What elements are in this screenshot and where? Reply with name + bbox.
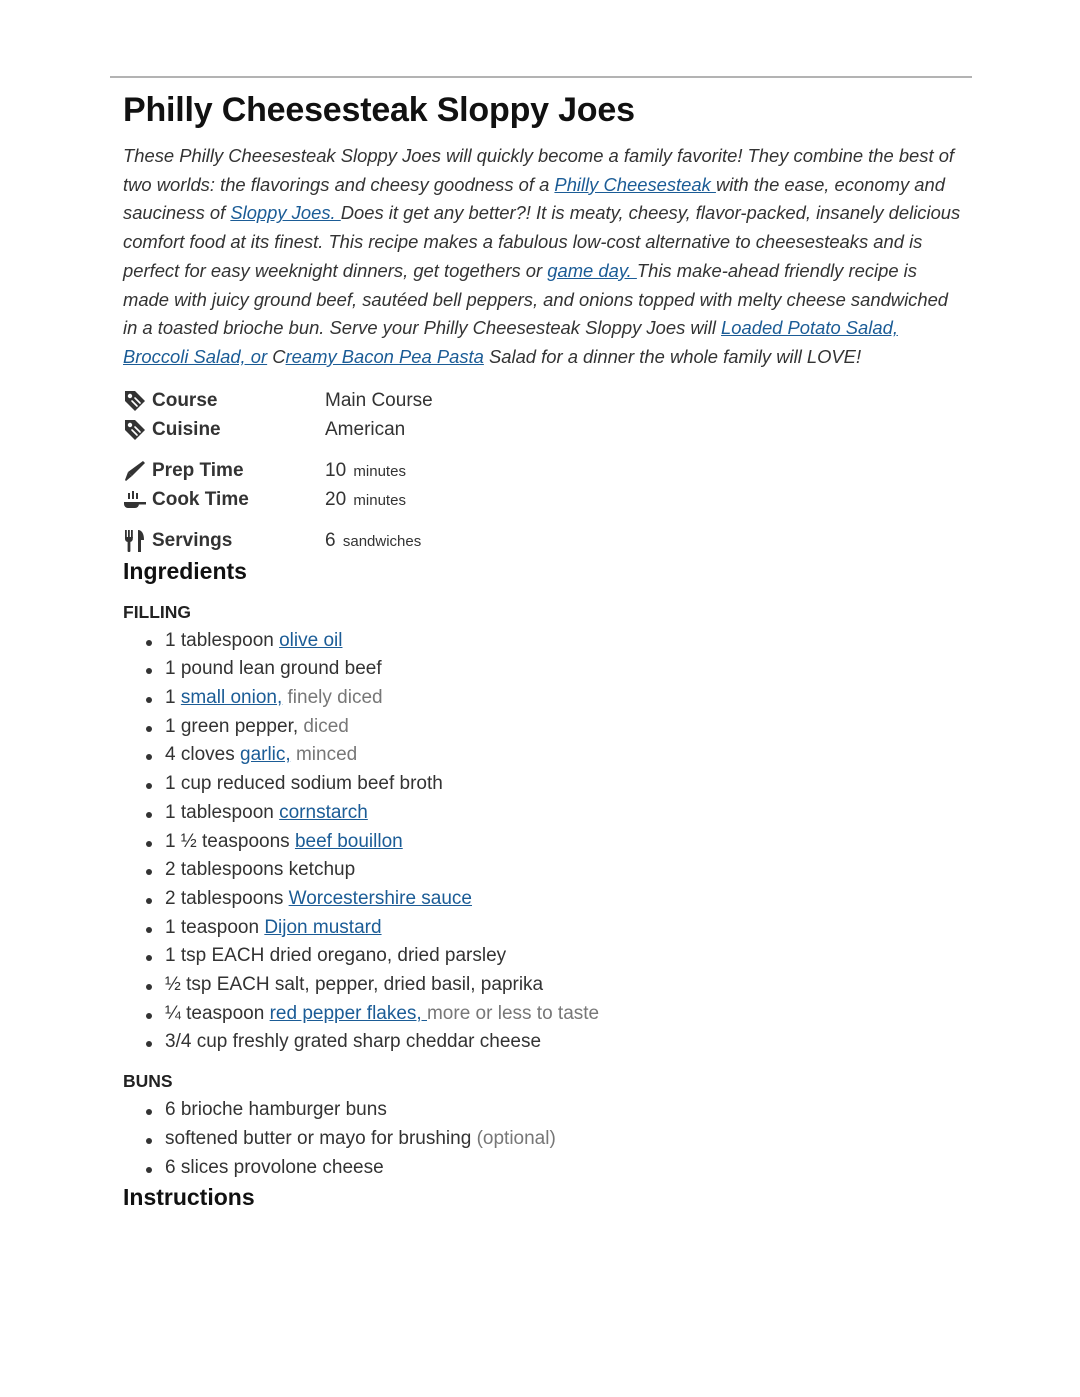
ingredient-unit: slices bbox=[180, 1156, 229, 1178]
prep-time-unit: minutes bbox=[353, 463, 406, 481]
ingredient-item bbox=[165, 770, 963, 799]
ingredient-name: EACH salt, pepper, dried basil, paprika bbox=[216, 974, 544, 996]
ingredient-item bbox=[165, 914, 963, 943]
buns-heading: BUNS bbox=[123, 1071, 173, 1092]
ingredient-item bbox=[165, 856, 963, 885]
ingredient-link[interactable]: red pepper flakes, bbox=[269, 1002, 427, 1024]
ingredient-amount: 2 bbox=[165, 887, 176, 909]
instructions-heading: Instructions bbox=[123, 1184, 255, 1211]
meta-servings bbox=[123, 527, 963, 556]
ingredient-amount: 6 bbox=[165, 1099, 176, 1121]
ingredient-item bbox=[165, 1000, 963, 1029]
ingredient-name: EACH dried oregano, dried parsley bbox=[211, 945, 507, 967]
ingredient-unit: teaspoon bbox=[180, 916, 260, 938]
ingredient-name: ketchup bbox=[288, 859, 356, 881]
ingredient-item bbox=[165, 971, 963, 1000]
ingredient-link[interactable]: beef bouillon bbox=[294, 830, 403, 852]
ingredient-amount: 4 bbox=[165, 744, 176, 766]
course-label: Course bbox=[152, 390, 218, 412]
ingredient-link[interactable]: Worcestershire sauce bbox=[288, 887, 472, 909]
ingredient-note: diced bbox=[303, 715, 349, 737]
ingredient-unit: pound bbox=[180, 658, 234, 680]
ingredient-note: finely diced bbox=[287, 687, 383, 709]
ingredient-name: reduced sodium beef broth bbox=[216, 773, 443, 795]
ingredient-item bbox=[165, 741, 963, 770]
ingredient-name: brioche hamburger buns bbox=[180, 1099, 387, 1121]
ingredient-item bbox=[165, 1096, 963, 1125]
servings-unit: sandwiches bbox=[342, 533, 422, 551]
ingredient-link[interactable]: cornstarch bbox=[279, 801, 368, 823]
ingredient-note: more or less to taste bbox=[426, 1002, 600, 1024]
knife-icon bbox=[123, 459, 147, 483]
cook-time-label: Cook Time bbox=[152, 489, 249, 511]
ingredient-amount: 3/4 bbox=[165, 1031, 192, 1053]
filling-list bbox=[123, 627, 963, 1058]
ingredient-amount: 1 bbox=[165, 945, 176, 967]
ingredients-heading: Ingredients bbox=[123, 557, 247, 584]
utensils-icon bbox=[123, 529, 147, 553]
ingredient-item bbox=[165, 828, 963, 857]
recipe-meta bbox=[123, 387, 963, 556]
tag-icon bbox=[123, 389, 147, 413]
cuisine-value: American bbox=[325, 419, 406, 441]
ingredient-name: provolone cheese bbox=[233, 1156, 384, 1178]
servings-value: 6 bbox=[325, 530, 336, 552]
recipe-card bbox=[123, 88, 963, 1212]
meta-cuisine bbox=[123, 416, 963, 445]
ingredient-name: freshly grated sharp cheddar cheese bbox=[232, 1031, 542, 1053]
ingredient-link[interactable]: small onion, bbox=[180, 687, 283, 709]
ingredient-unit: tablespoon bbox=[180, 629, 274, 651]
ingredient-item bbox=[165, 799, 963, 828]
ingredient-amount: ¼ bbox=[165, 1002, 181, 1024]
ingredient-amount: 6 bbox=[165, 1156, 176, 1178]
meta-cook-time bbox=[123, 486, 963, 515]
ingredient-item bbox=[165, 942, 963, 971]
ingredient-item bbox=[165, 885, 963, 914]
ingredient-amount: 1 ½ bbox=[165, 830, 197, 852]
ingredient-name: softened butter or mayo for brushing bbox=[165, 1127, 472, 1149]
filling-heading: FILLING bbox=[123, 601, 192, 622]
ingredient-link[interactable]: garlic, bbox=[240, 744, 291, 766]
ingredient-amount: 1 bbox=[165, 715, 176, 737]
ingredient-item bbox=[165, 684, 963, 713]
ingredient-unit: cup bbox=[180, 773, 212, 795]
game-day-link[interactable]: game day. bbox=[547, 259, 637, 281]
top-divider bbox=[110, 76, 972, 78]
ingredient-amount: ½ bbox=[165, 974, 181, 996]
ingredient-unit: tsp bbox=[180, 945, 207, 967]
ingredient-amount: 1 bbox=[165, 801, 176, 823]
frying-pan-icon bbox=[123, 488, 147, 512]
loaded-potato-salad-link[interactable]: Loaded Potato Salad, Broccoli Salad, or bbox=[123, 317, 898, 367]
ingredient-unit: tablespoons bbox=[180, 859, 284, 881]
ingredient-unit: teaspoon bbox=[186, 1002, 265, 1024]
course-value: Main Course bbox=[325, 390, 433, 412]
creamy-bacon-pea-pasta-link[interactable]: reamy Bacon Pea Pasta bbox=[285, 345, 484, 367]
ingredient-note: (optional) bbox=[476, 1127, 556, 1149]
ingredient-link[interactable]: Dijon mustard bbox=[264, 916, 382, 938]
ingredient-link[interactable]: olive oil bbox=[279, 629, 343, 651]
tag-icon bbox=[123, 418, 147, 442]
meta-prep-time bbox=[123, 457, 963, 486]
prep-time-value: 10 bbox=[325, 460, 347, 482]
recipe-title: Philly Cheesesteak Sloppy Joes bbox=[123, 91, 635, 129]
ingredient-item bbox=[165, 1154, 963, 1183]
ingredient-item bbox=[165, 713, 963, 742]
ingredient-unit: tablespoon bbox=[180, 801, 274, 823]
ingredient-amount: 1 bbox=[165, 773, 176, 795]
ingredient-item bbox=[165, 1125, 963, 1154]
recipe-summary: These Philly Cheesesteak Sloppy Joes will quickly become a family favorite! They combine the best of two worlds: the flavorings and cheesy goodness of a Philly Cheesesteak with the ease, economy and sauciness of Sloppy Joes. Does it get any better?! It is meaty, cheesy, flavor-packed, insanely delicious comfort food at its finest. This recipe makes a fabulous low-cost alternative to cheesesteaks and is perfect for easy weeknight dinners, get togethers or game day. This make-ahead friendly recipe is made with juicy ground beef, sautéed bell peppers, and onions topped with melty cheese sandwiched in a toasted brioche bun. Serve your Philly Cheesesteak Sloppy Joes will Loaded Potato Salad, Broccoli Salad, or Creamy Bacon Pea Pasta Salad for a dinner the whole family will LOVE! bbox=[123, 145, 961, 367]
philly-cheesesteak-link[interactable]: Philly Cheesesteak bbox=[554, 173, 716, 195]
meta-course bbox=[123, 387, 963, 416]
ingredient-amount: 1 bbox=[165, 629, 176, 651]
ingredient-amount: 1 bbox=[165, 658, 176, 680]
cuisine-label: Cuisine bbox=[152, 419, 221, 441]
ingredient-item bbox=[165, 627, 963, 656]
ingredient-amount: 2 bbox=[165, 859, 176, 881]
ingredient-name: lean ground beef bbox=[238, 658, 382, 680]
cook-time-unit: minutes bbox=[353, 492, 406, 510]
prep-time-label: Prep Time bbox=[152, 460, 244, 482]
ingredient-amount: 1 bbox=[165, 687, 176, 709]
buns-list bbox=[123, 1096, 963, 1182]
ingredient-unit: cup bbox=[196, 1031, 228, 1053]
sloppy-joes-link[interactable]: Sloppy Joes. bbox=[230, 202, 341, 224]
ingredient-amount: 1 bbox=[165, 916, 176, 938]
ingredient-item bbox=[165, 1028, 963, 1057]
ingredient-note: minced bbox=[295, 744, 358, 766]
ingredient-unit: teaspoons bbox=[201, 830, 290, 852]
ingredient-unit: tablespoons bbox=[180, 887, 284, 909]
servings-label: Servings bbox=[152, 530, 233, 552]
ingredient-unit: cloves bbox=[180, 744, 235, 766]
ingredient-unit: tsp bbox=[186, 974, 212, 996]
ingredient-name: green pepper, bbox=[180, 715, 299, 737]
cook-time-value: 20 bbox=[325, 489, 347, 511]
ingredient-item bbox=[165, 655, 963, 684]
